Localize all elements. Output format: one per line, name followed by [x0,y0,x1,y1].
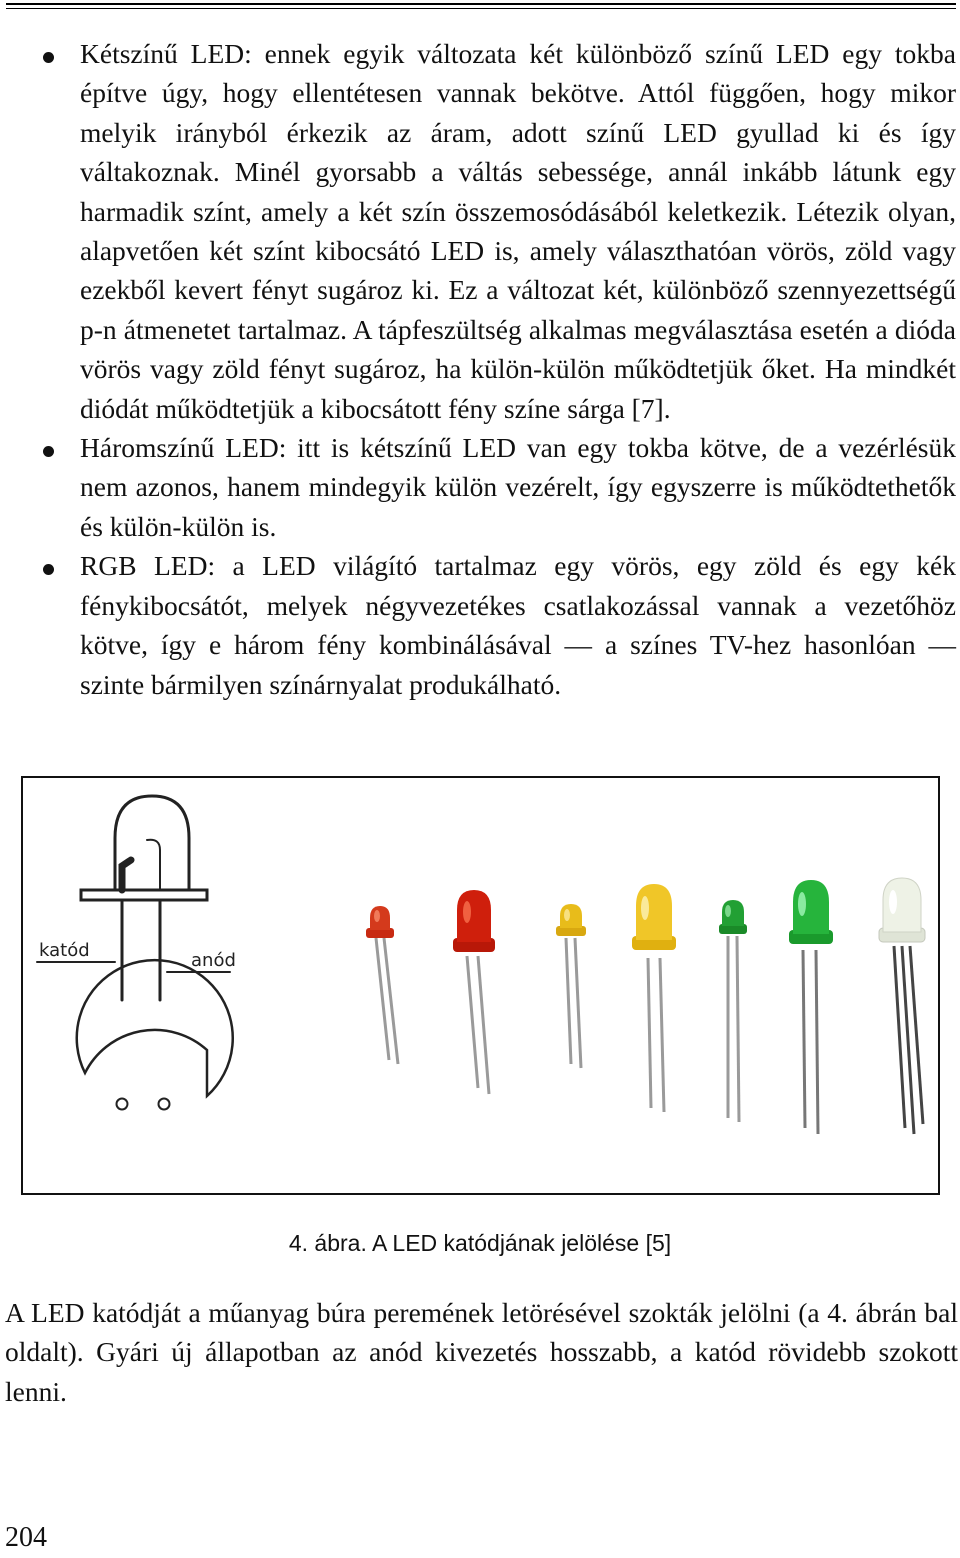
bullet-item-rgb-led [0,546,960,704]
bullet-text: Kétszínű LED: ennek egyik változata két különböző színű LED egy tokba építve úgy, hogy ellentétesen vannak bekötve. Attól függően, hogy mikor melyik irányból érkezik az áram, adott színű LED gyullad ki és így váltakoznak. Minél gyorsabb a váltás sebessége, annál inkább látunk egy harmadik színt, amely a két szín összemosódásából keletkezik. Létezik olyan, alapvetően két színt kibocsátó LED is, amely választhatóan vörös, zöld vagy ezekből kevert fényt sugároz ki. Ez a változat két, különböző szennyezettségű p-n átmenetet tartalmaz. A tápfeszültség alkalmas megválasztása esetén a dióda vörös vagy zöld fényt sugároz, ha külön-külön működtetjük őket. Ha mindkét diódát működtetjük a kibocsátott fény színe sárga [7]. [80,38,956,424]
anode-post [147,840,160,890]
led-base-flange [81,890,207,900]
anode-label: anód [191,950,236,971]
header-rule [6,3,956,5]
body-paragraph: A LED katódját a műanyag búra peremének letörésével szokták jelölni (a 4. ábrán bal oldalt). Gyári új állapotban az anód kivezetés hosszabb, a katód rövidebb szokott lenni. [5,1297,958,1407]
cathode-label: katód [39,940,90,961]
bullet-icon [43,52,54,63]
led-yellow-small [556,904,586,1068]
cathode-anvil [122,860,131,890]
led-yellow-large [632,884,676,1112]
page-number: 204 [5,1522,47,1553]
led-figure [21,776,940,1195]
led-footprint-outline [77,960,233,1096]
led-white-large [879,878,925,1134]
anode-hole [159,1099,170,1110]
bullet-item-tricolor-led [0,428,960,546]
bullet-list [0,34,960,704]
led-dome-outline [115,796,189,890]
cathode-hole [117,1099,128,1110]
led-green-small [719,900,747,1122]
led-red-large [453,890,495,1094]
bullet-text: Háromszínű LED: itt is kétszínű LED van egy tokba kötve, de a vezérlésük nem azonos, hanem mindegyik külön vezérelt, így egyszerre is működtethetők és külön-külön is. [80,432,956,542]
led-red-small [366,906,398,1064]
bullet-item-bicolor-led [0,34,960,428]
led-photo [366,878,925,1134]
bullet-icon [43,446,54,457]
figure-caption: 4. ábra. A LED katódjának jelölése [5] [288,1230,672,1256]
bullet-icon [43,564,54,575]
led-figure-image [23,778,942,1197]
led-green-large [789,880,833,1134]
header-rule-thin [6,8,956,9]
bullet-text: RGB LED: a LED világító tartalmaz egy vörös, egy zöld és egy kék fénykibocsátót, melyek négyvezetékes csatlakozással vannak a vezetőhöz kötve, így e három fény kombinálásával — a színes TV-hez hasonlóan — szinte bármilyen színárnyalat produkálható. [80,550,956,700]
